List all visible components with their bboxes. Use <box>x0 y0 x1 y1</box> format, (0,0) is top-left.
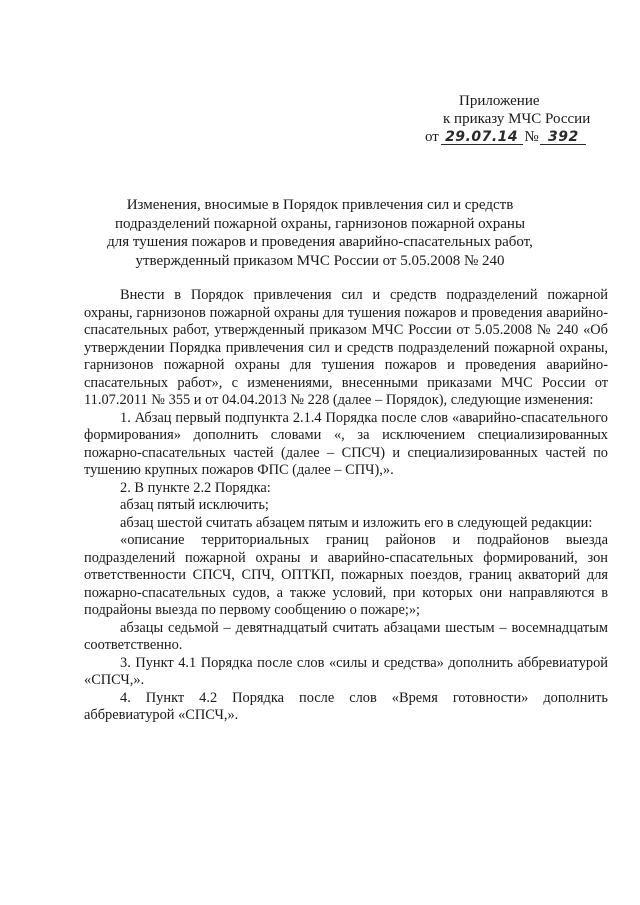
intro-paragraph: Внести в Порядок привлечения сил и средств подразделений пожарной охраны, гарнизонов пожарной охраны для тушения пожаров и проведения аварийно-спасательных работ, утвержденный приказом МЧС России от 5.05.2008 № 240 «Об утверждении Порядка привлечения сил и средств подразделений пожарной охраны, гарнизонов пожарной охраны для тушения пожаров и проведения аварийно-спасательных работ», с изменениями, внесенными приказами МЧС России от 11.07.2011 № 355 и от 04.04.2013 № 228 (далее – Порядок), следующие изменения: <box>84 287 608 408</box>
date-prefix: от <box>425 129 439 145</box>
item-2a-paragraph: абзац пятый исключить; <box>120 497 269 513</box>
item-1-paragraph: 1. Абзац первый подпункта 2.1.4 Порядка после слов «аварийно-спасательного формирования» дополнить словами «, за исключением специализированных пожарно-спасательных частей (далее – СПСЧ) и специализированных частей по тушению крупных пожаров ФПС (далее – СПЧ),». <box>84 409 608 478</box>
item-2d-paragraph: абзацы седьмой – девятнадцатый считать абзацами шестым – восемнадцатым соответственно. <box>84 619 608 653</box>
title-line: подразделений пожарной охраны, гарнизонов пожарной охраны <box>114 215 526 232</box>
handwritten-number: 392 <box>542 128 584 146</box>
appendix-date-line <box>419 128 619 146</box>
document-body <box>84 287 608 725</box>
item-2c-paragraph: «описание территориальных границ районов и подрайонов выезда подразделений пожарной охраны и аварийно-спасательных формирований, зон ответственности СПСЧ, СПЧ, ОПТКП, пожарных поездов, границ акваторий для пожарно-спасательных судов, а также условий, при которых они направляются в подрайоны выезда по первому сообщению о пожаре;»; <box>84 532 608 618</box>
number-prefix: № <box>524 129 539 145</box>
handwritten-date: 29.07.14 <box>443 128 521 146</box>
title-line: для тушения пожаров и проведения аварийно-спасательных работ, <box>107 234 533 250</box>
appendix-order-ref: к приказу МЧС России <box>443 111 591 127</box>
item-3-paragraph: 3. Пункт 4.1 Порядка после слов «силы и средства» дополнить аббревиатурой «СПСЧ,». <box>84 654 608 688</box>
item-2b-paragraph: абзац шестой считать абзацем пятым и изложить его в следующей редакции: <box>120 514 593 531</box>
appendix-block <box>419 92 619 146</box>
title-line: Изменения, вносимые в Порядок привлечения сил и средств <box>126 197 514 213</box>
document-title <box>68 196 572 270</box>
title-line: утвержденный приказом МЧС России от 5.05.2008 № 240 <box>135 252 505 269</box>
item-2-paragraph: 2. В пункте 2.2 Порядка: <box>120 479 271 496</box>
item-4-paragraph: 4. Пункт 4.2 Порядка после слов «Время готовности» дополнить аббревиатурой «СПСЧ,». <box>84 689 608 723</box>
appendix-label: Приложение <box>459 93 540 109</box>
